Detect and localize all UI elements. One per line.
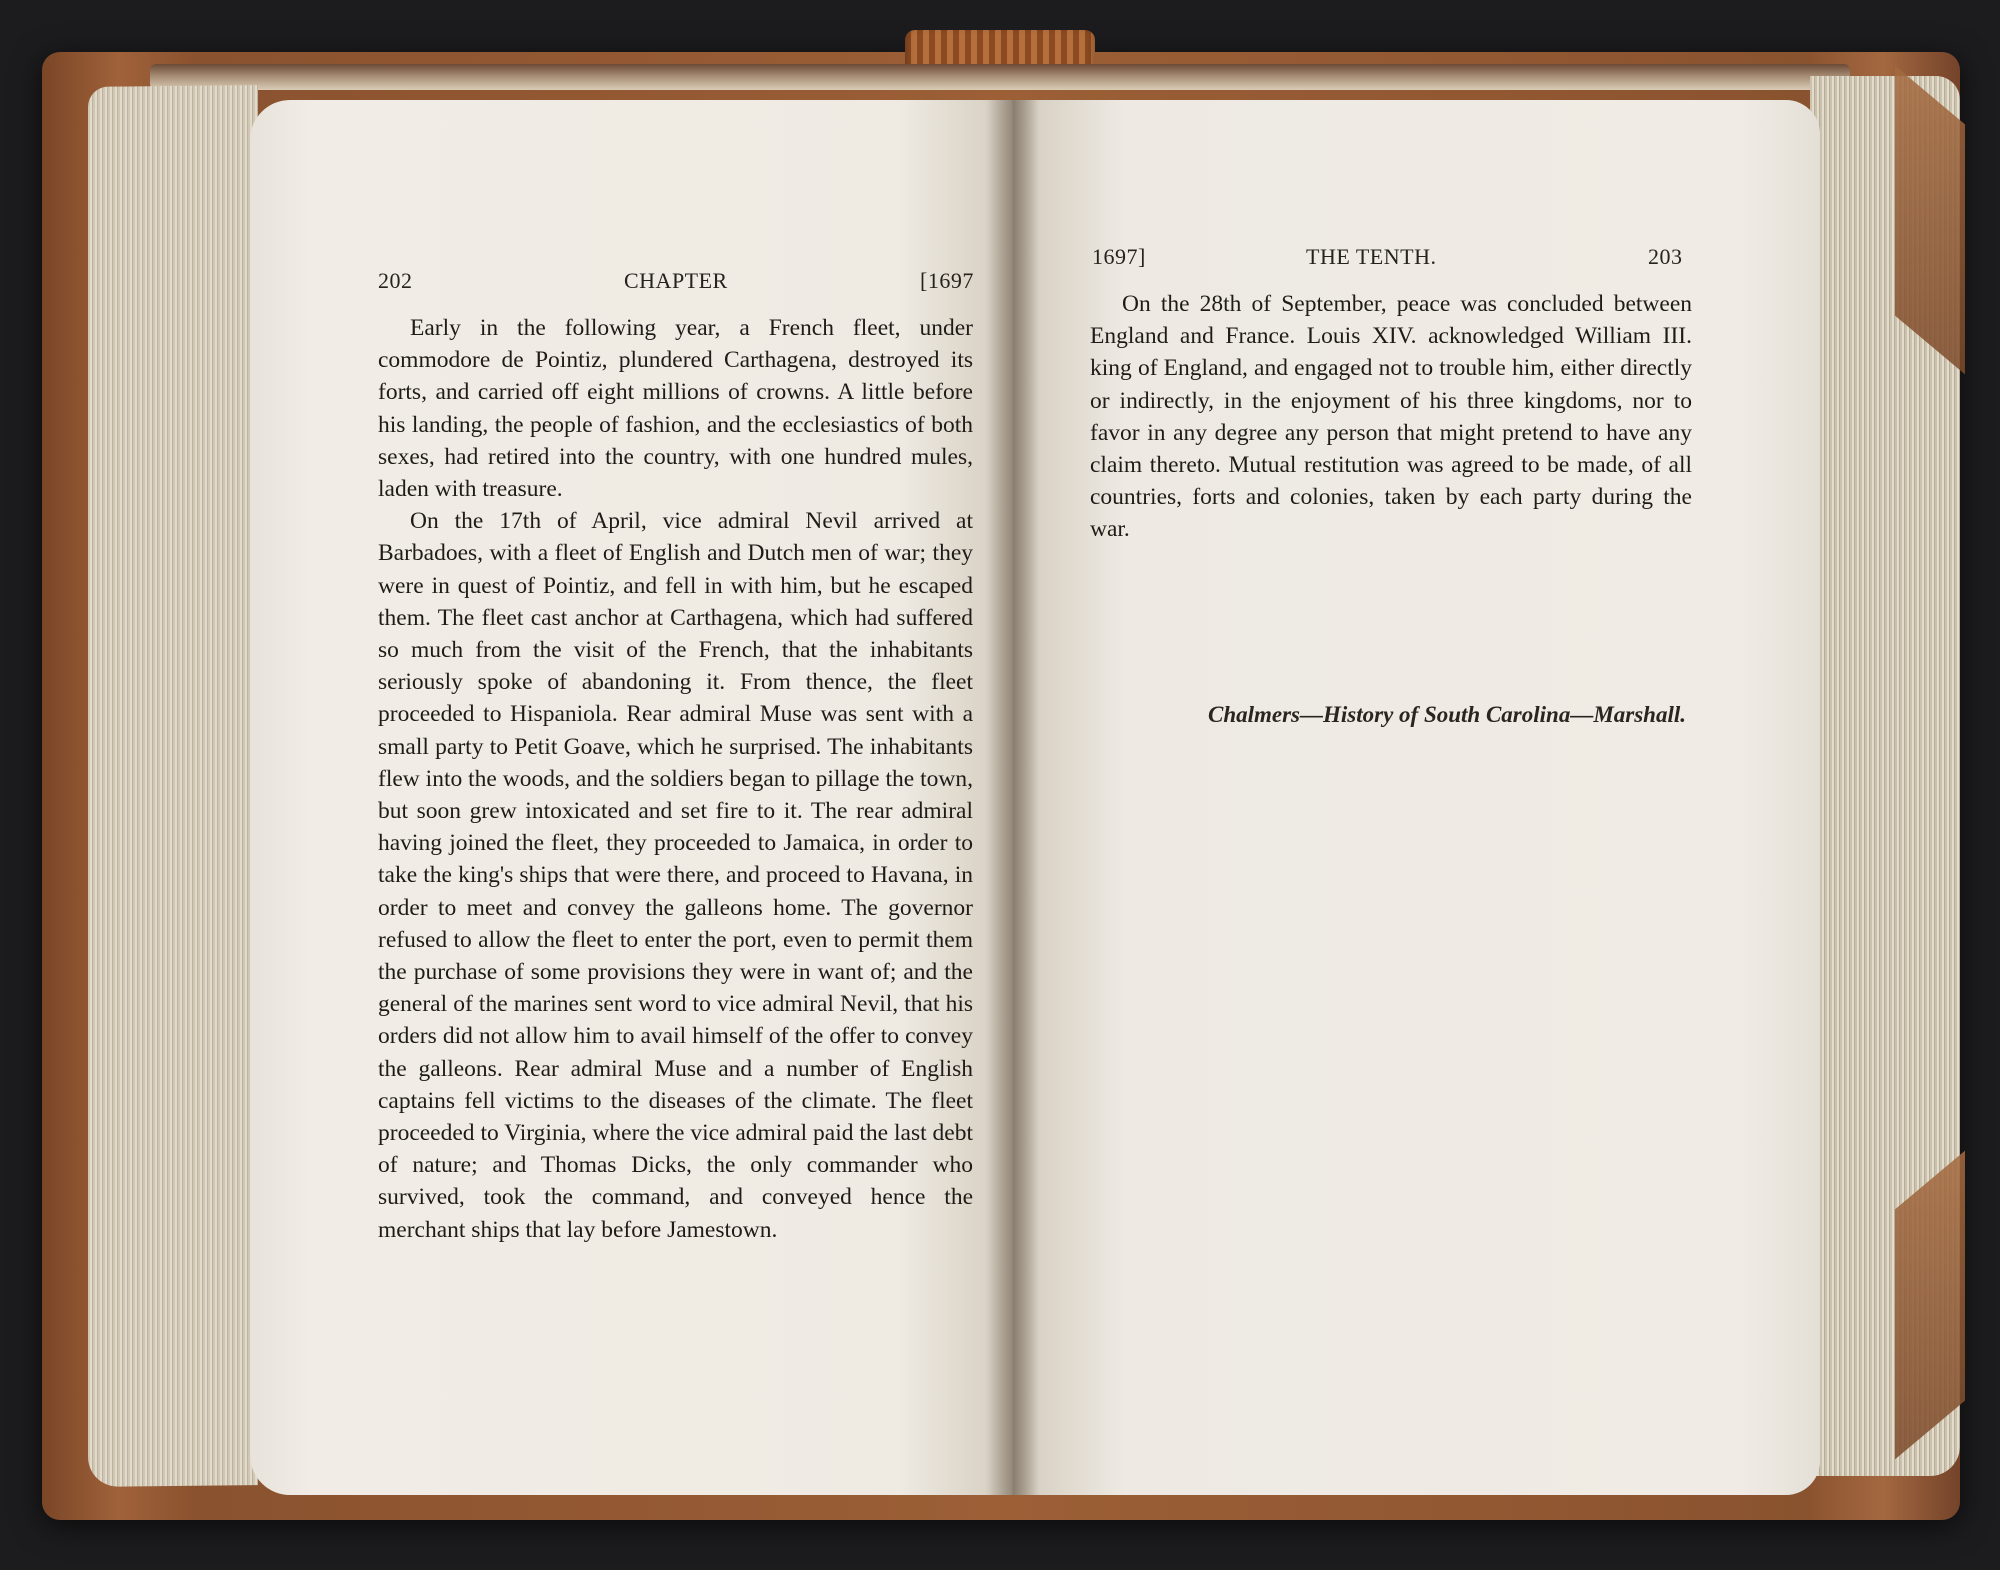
right-page-number: 203 [1648,244,1683,269]
right-body-text [1090,288,1692,546]
right-running-title: THE TENTH. [1306,244,1437,269]
source-citation: Chalmers—History of South Carolina—Marshall. [1207,702,1686,727]
page-edges-left [88,85,258,1487]
paragraph: On the 17th of April, vice admiral Nevil arrived at Barbadoes, with a fleet of English and Dutch men of war; they were in quest of Pointiz, and fell in with him, but he escaped them. The fleet cast anchor at Carthagena, which had suffered so much from the visit of the French, that the inhabitants seriously spoke of abandoning it. From thence, the fleet proceeded to Hispaniola. Rear admiral Muse was sent with a small party to Petit Goave, which he surprised. The inhabitants flew into the woods, and the soldiers began to pillage the town, but soon grew intoxicated and set fire to it. The rear admiral having joined the fleet, they proceeded to Jamaica, in order to take the king's ships that were there, and proceed to Havana, in order to meet and convey the galleons home. The governor refused to allow the fleet to enter the port, even to permit them the purchase of some provisions they were in want of; and the general of the marines sent word to vice admiral Nevil, that his orders did not allow him to avail himself of the offer to convey the galleons. Rear admiral Muse and a number of English captains fell victims to the diseases of the climate. The fleet proceeded to Virginia, where the vice admiral paid the last debt of nature; and Thomas Dicks, the only commander who survived, took the command, and conveyed hence the merchant ships that lay before Jamestown. [378,508,973,1243]
paragraph: Early in the following year, a French fleet, under commodore de Pointiz, plundered Carthagena, destroyed its forts, and carried off eight millions of crowns. A little before his landing, the people of fashion, and the ecclesiastics of both sexes, had retired into the country, with one hundred mules, laden with treasure. [378,315,973,503]
right-running-year: 1697] [1092,244,1146,269]
page-block-top [150,64,1850,90]
left-page [250,100,1012,1495]
right-page [1012,100,1820,1495]
paragraph: On the 28th of September, peace was concluded between England and France. Louis XIV. acknowledged William III. king of England, and engaged not to trouble him, either directly or indirectly, in the enjoyment of his three kingdoms, nor to favor in any degree any person that might pretend to have any claim thereto. Mutual restitution was agreed to be made, of all countries, forts and colonies, taken by each party during the war. [1090,291,1692,543]
left-running-year: [1697 [920,268,974,293]
left-running-title: CHAPTER [624,268,728,293]
left-body-text [378,312,973,1246]
left-page-number: 202 [378,268,413,293]
show-through-text [1062,540,1702,1340]
